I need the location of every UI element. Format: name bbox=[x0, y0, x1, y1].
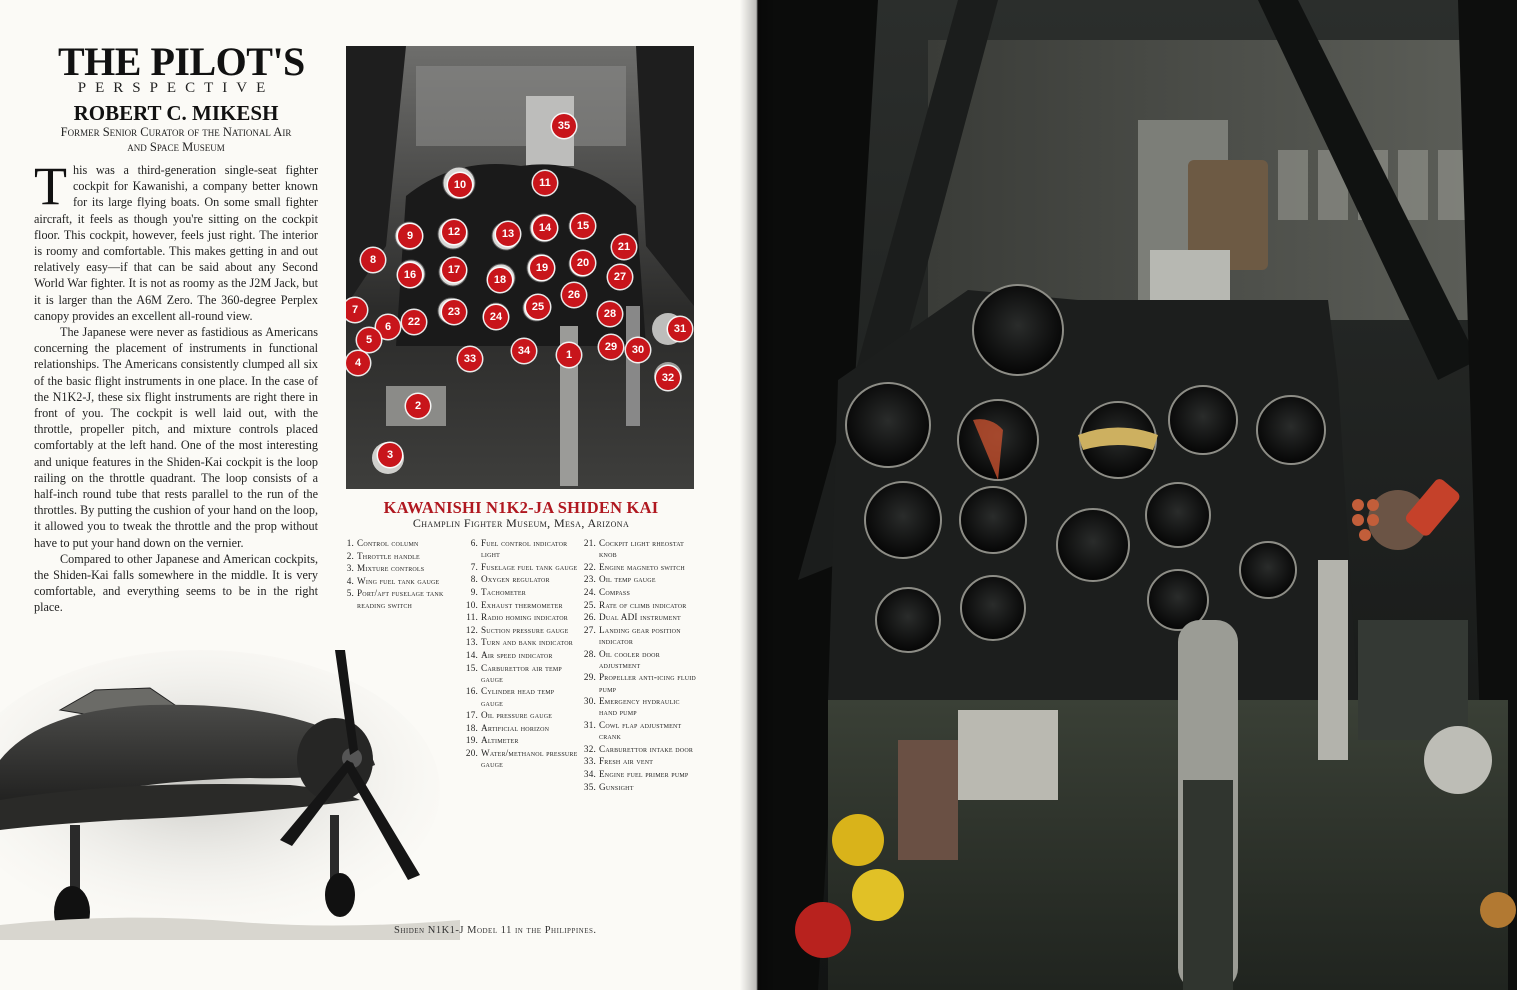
legend-item: 32. Carburettor intake door bbox=[583, 743, 694, 754]
marker-7: 7 bbox=[346, 298, 367, 322]
legend-item: 18. Artificial horizon bbox=[465, 722, 550, 733]
legend-item: 27. Landing gear position indicator bbox=[583, 624, 681, 646]
legend-item: 31. Cowl flap adjustment crank bbox=[583, 719, 682, 742]
author-name: ROBERT C. MIKESH bbox=[73, 101, 279, 125]
legend-item: 2. Throttle handle bbox=[346, 550, 420, 561]
marker-14: 14 bbox=[533, 216, 557, 240]
legend-item: 20. Water/methanol pressure gauge bbox=[465, 747, 578, 770]
article-body bbox=[34, 156, 318, 616]
marker-15: 15 bbox=[571, 214, 595, 238]
marker-1: 1 bbox=[557, 343, 581, 367]
legend-item: 6. Fuel control indicator light bbox=[470, 538, 568, 560]
marker-20: 20 bbox=[571, 251, 595, 275]
marker-8: 8 bbox=[361, 248, 385, 272]
legend-item: 22. Engine magneto switch bbox=[583, 561, 685, 572]
legend-item: 5. Port/aft fuselage tank reading switch bbox=[346, 588, 444, 610]
aircraft-heading: KAWANISHI N1K2-JA SHIDEN KAI bbox=[383, 498, 659, 517]
article-paragraph bbox=[34, 324, 318, 551]
left-page bbox=[0, 0, 758, 990]
marker-25: 25 bbox=[526, 295, 550, 319]
legend-column-2 bbox=[460, 538, 578, 772]
marker-34: 34 bbox=[512, 339, 536, 363]
marker-6: 6 bbox=[376, 315, 400, 339]
drop-cap: T bbox=[34, 156, 67, 216]
legend-item: 30. Emergency hydraulic hand pump bbox=[583, 696, 680, 718]
marker-3: 3 bbox=[378, 443, 402, 467]
marker-12: 12 bbox=[442, 220, 466, 244]
legend-item: 15. Carburettor air temp gauge bbox=[465, 662, 562, 684]
legend-item: 10. Exhaust thermometer bbox=[465, 599, 563, 610]
legend-column-3 bbox=[578, 538, 700, 794]
legend-item: 23. Oil temp gauge bbox=[583, 574, 656, 585]
paragraph-text: Compared to other Japanese and American cockpits, the Shiden-Kai falls somewhere in the middle. It is very comfortable, and everything seems to be in the right place. bbox=[34, 551, 318, 615]
marker-30: 30 bbox=[626, 338, 650, 362]
legend-item: 25. Rate of climb indicator bbox=[583, 599, 687, 610]
legend-item: 11. Radio homing indicator bbox=[466, 612, 569, 623]
legend-item: 12. Suction pressure gauge bbox=[465, 624, 569, 635]
marker-19: 19 bbox=[530, 256, 554, 280]
marker-23: 23 bbox=[442, 300, 466, 324]
author-role: Former Senior Curator of the National Air and Space Museum bbox=[60, 125, 292, 154]
marker-13: 13 bbox=[496, 222, 520, 246]
article-subtitle: PERSPECTIVE bbox=[77, 80, 275, 96]
cockpit-photo-image bbox=[346, 46, 694, 489]
legend-item: 35. Gunsight bbox=[583, 781, 634, 792]
marker-9: 9 bbox=[398, 224, 422, 248]
legend-item: 19. Altimeter bbox=[465, 735, 519, 746]
paragraph-text: his was a third-generation single-seat fighter cockpit for Kawanishi, a company better known for its large flying boats. On some small fighter aircraft, it feels as though you're sitting on the cockpit floor. This cockpit, however, feels just right. The interior is roomy and comfortable. This makes getting in and out relatively easy—if that can be said about any Second World War fighter. It is not as roomy as the J2M Jack, but it is larger than the A6M Zero. The 360-degree Perplex canopy provides an excellent all-round view. bbox=[34, 163, 318, 323]
article-paragraph bbox=[34, 551, 318, 616]
marker-4: 4 bbox=[346, 351, 370, 375]
marker-35: 35 bbox=[552, 114, 576, 138]
cockpit-photo-full bbox=[758, 0, 1517, 990]
marker-18: 18 bbox=[488, 268, 512, 292]
marker-22: 22 bbox=[402, 310, 426, 334]
marker-28: 28 bbox=[598, 302, 622, 326]
legend-item: 24. Compass bbox=[583, 586, 630, 597]
paragraph-text: The Japanese were never as fastidious as Americans concerning the placement of instruments in functional relationships. The Americans consistently clumped all six of the basic flight instruments in one place. In the case of the N1K2-J, these six flight instruments are right there in front of you. The cockpit is well laid out, with the throttle, propeller pitch, and mixture controls placed comfortably at the left hand. One of the most interesting and unique features in the Shiden-Kai cockpit is the loop railing on the throttle quadrant. The loop consists of a half-inch round tube that rests parallel to the run of the throttles. By putting the cushion of your hand on the loop, it allowed you to tweak the throttle and the prop without have to put your hand down on the vernier. bbox=[34, 325, 318, 550]
aircraft-location: Champlin Fighter Museum, Mesa, Arizona bbox=[412, 516, 630, 530]
marker-26: 26 bbox=[562, 283, 586, 307]
legend-item: 28. Oil cooler door adjustment bbox=[583, 648, 660, 670]
marker-32: 32 bbox=[656, 366, 680, 390]
marker-11: 11 bbox=[533, 171, 557, 195]
legend-item: 34. Engine fuel primer pump bbox=[583, 768, 689, 779]
legend-column-1 bbox=[342, 538, 454, 612]
legend-item: 9. Tachometer bbox=[470, 586, 526, 597]
marker-16: 16 bbox=[398, 263, 422, 287]
marker-24: 24 bbox=[484, 305, 508, 329]
legend-item: 13. Turn and bank indicator bbox=[465, 637, 573, 648]
marker-10: 10 bbox=[448, 173, 472, 197]
marker-31: 31 bbox=[668, 317, 692, 341]
legend-item: 4. Wing fuel tank gauge bbox=[346, 575, 440, 586]
legend-item: 29. Propeller anti-icing fluid pump bbox=[583, 672, 696, 694]
legend-item: 14. Air speed indicator bbox=[465, 649, 553, 660]
legend-item: 17. Oil pressure gauge bbox=[465, 710, 553, 721]
marker-33: 33 bbox=[458, 347, 482, 371]
legend-item: 26. Dual ADI instrument bbox=[583, 612, 681, 623]
legend-item: 8. Oxygen regulator bbox=[470, 574, 550, 585]
cockpit-photo-annotated bbox=[346, 46, 694, 489]
legend-item: 21. Cockpit light rheostat knob bbox=[583, 538, 684, 560]
legend-item: 1. Control column bbox=[346, 538, 419, 548]
marker-17: 17 bbox=[442, 258, 466, 282]
marker-29: 29 bbox=[599, 335, 623, 359]
plane-caption: Shiden N1K1-J Model 11 in the Philippines. bbox=[394, 925, 597, 936]
article-paragraph bbox=[34, 156, 318, 324]
legend-item: 16. Cylinder head temp gauge bbox=[465, 686, 555, 708]
marker-21: 21 bbox=[612, 235, 636, 259]
article-title: THE PILOT'S bbox=[58, 39, 305, 84]
plane-photo bbox=[0, 650, 460, 940]
legend-item: 7. Fuselage fuel tank gauge bbox=[470, 561, 578, 572]
right-page bbox=[758, 0, 1517, 990]
legend-item: 33. Fresh air vent bbox=[583, 756, 654, 767]
marker-2: 2 bbox=[406, 394, 430, 418]
marker-27: 27 bbox=[608, 265, 632, 289]
marker-5: 5 bbox=[357, 328, 381, 352]
legend-item: 3. Mixture controls bbox=[346, 563, 425, 574]
